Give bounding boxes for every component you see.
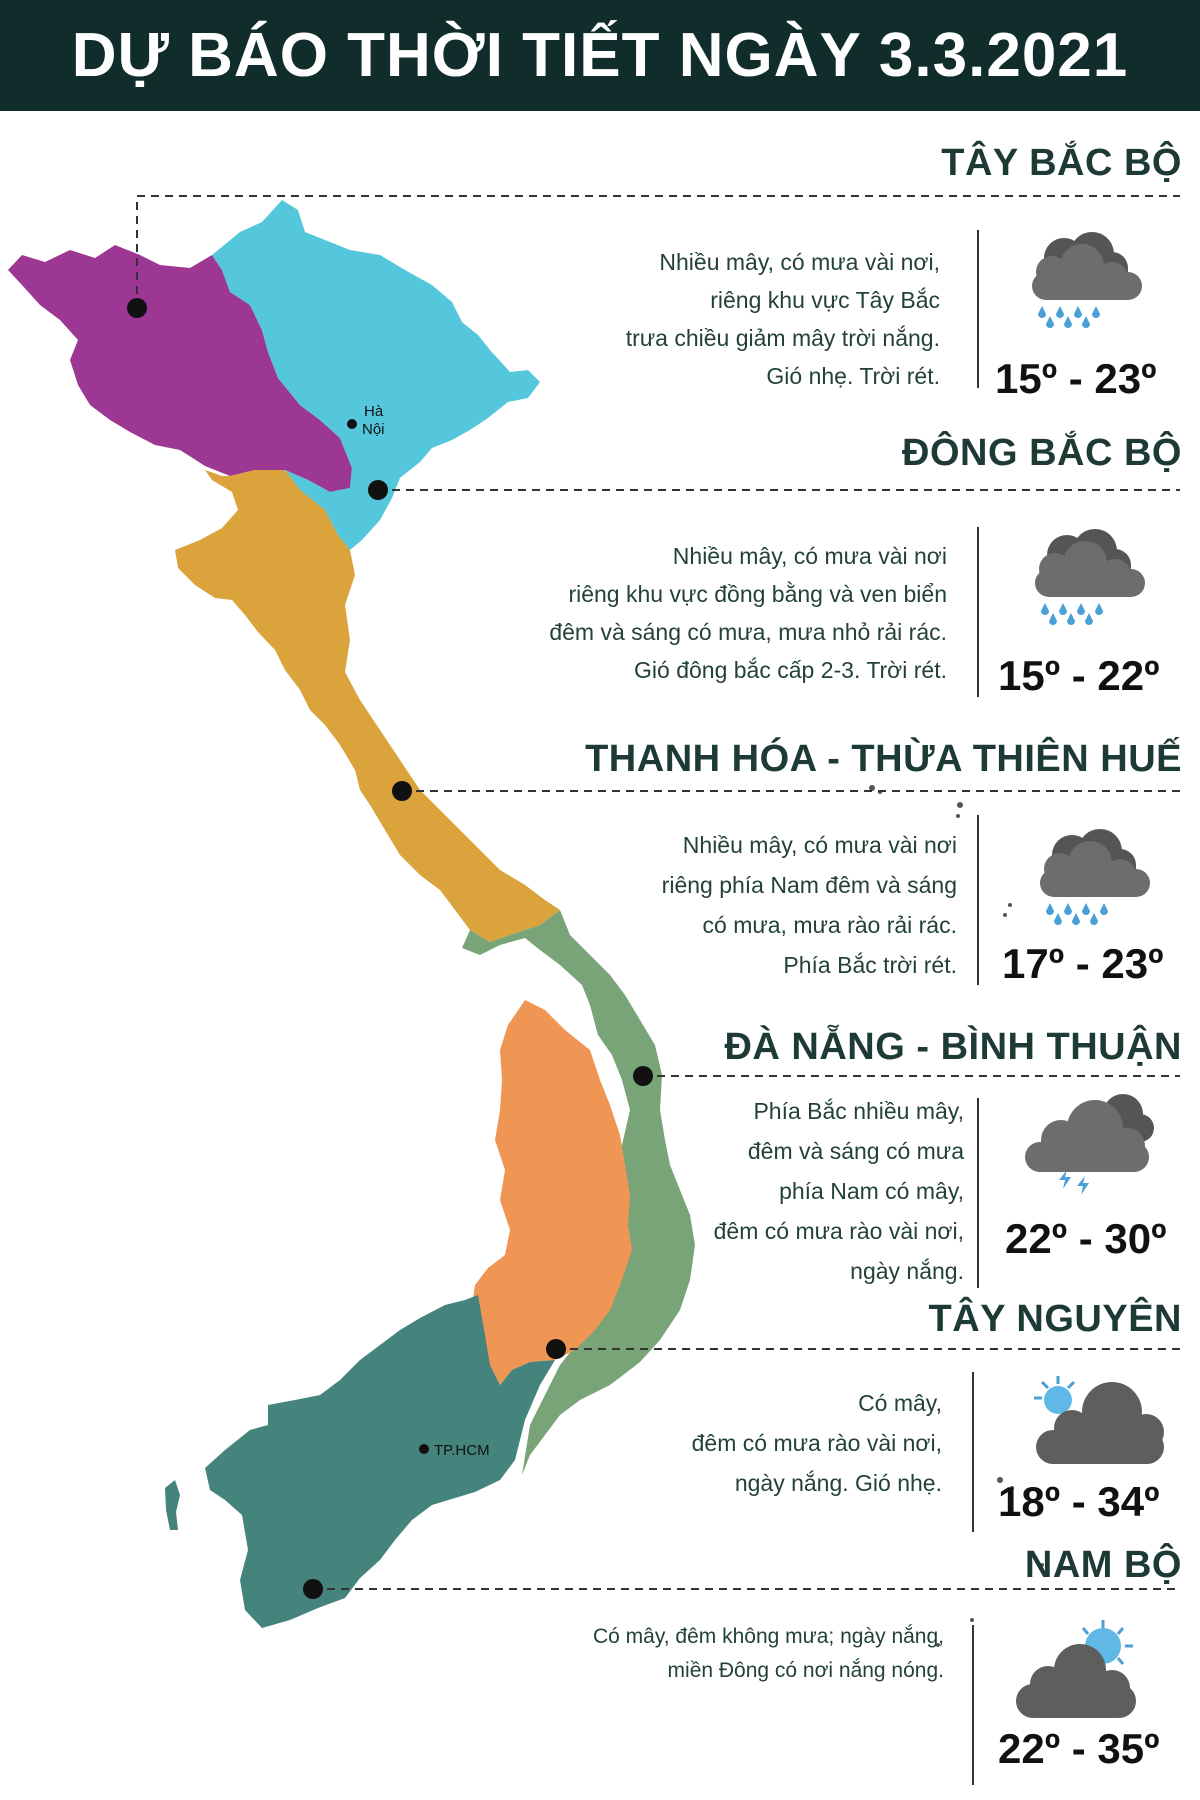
divider [972,1372,974,1532]
hcm-dot [419,1444,429,1454]
temp-dong-bac: 15º - 22º [998,652,1160,699]
rain-cloud-icon [1012,228,1152,328]
divider [977,527,979,697]
region-title-tay-nguyen: TÂY NGUYÊN [928,1298,1182,1340]
page-title: DỰ BÁO THỜI TIẾT NGÀY 3.3.2021 [71,21,1129,90]
region-title-thanh-hoa-hue: THANH HÓA - THỪA THIÊN HUẾ [585,738,1182,780]
temp-da-nang-binh-thuan: 22º - 30º [1005,1215,1167,1262]
hcm-label: TP.HCM [434,1442,490,1459]
divider [977,230,979,388]
region-desc-nam-bo: Có mây, đêm không mưa; ngày nắng, miền Đông có nơi nắng nóng. [592,1625,944,1682]
phu-quoc-island [165,1480,180,1530]
temp-nam-bo: 22º - 35º [998,1725,1160,1772]
region-title-tay-bac: TÂY BẮC BỘ [941,142,1182,184]
region-desc-tay-bac: Nhiều mây, có mưa vài nơi, riêng khu vực Tây Bắc trưa chiều giảm mây trời nắng. Gió nhẹ. Trời rét. [625,249,940,389]
region-desc-da-nang-binh-thuan: Phía Bắc nhiều mây, đêm và sáng có mưa phía Nam có mây, đêm có mưa rào vài nơi, ngày nắng. [713,1098,964,1284]
hanoi-label-2: Nội [362,421,385,438]
region-title-dong-bac: ĐÔNG BẮC BỘ [902,432,1182,474]
region-desc-thanh-hoa-hue: Nhiều mây, có mưa vài nơi riêng phía Nam đêm và sáng có mưa, mưa rào rải rác. Phía Bắc trời rét. [661,832,957,978]
sun-cloud-icon [1030,1370,1170,1470]
region-title-da-nang-binh-thuan: ĐÀ NẴNG - BÌNH THUẬN [724,1026,1182,1068]
thunder-cloud-icon [1015,1090,1160,1195]
temp-tay-nguyen: 18º - 34º [998,1478,1160,1525]
temp-tay-bac: 15º - 23º [995,355,1157,402]
sun-cloud-icon [1008,1618,1158,1728]
rain-cloud-icon [1020,825,1160,925]
hanoi-label: Hà [364,403,384,420]
region-thanh-hoa-hue-shape [175,470,560,942]
divider [972,1625,974,1785]
temp-thanh-hoa-hue: 17º - 23º [1002,940,1164,987]
hanoi-dot [347,419,357,429]
region-title-nam-bo: NAM BỘ [1024,1544,1182,1586]
region-desc-tay-nguyen: Có mây, đêm có mưa rào vài nơi, ngày nắng. Gió nhẹ. [691,1390,942,1496]
divider [977,815,979,985]
divider [977,1098,979,1288]
rain-cloud-icon [1015,525,1155,625]
region-desc-dong-bac: Nhiều mây, có mưa vài nơi riêng khu vực đồng bằng và ven biển đêm và sáng có mưa, mưa nhỏ rải rác. Gió đông bắc cấp 2-3. Trời rét. [549,543,947,683]
header-bar [0,0,1200,111]
